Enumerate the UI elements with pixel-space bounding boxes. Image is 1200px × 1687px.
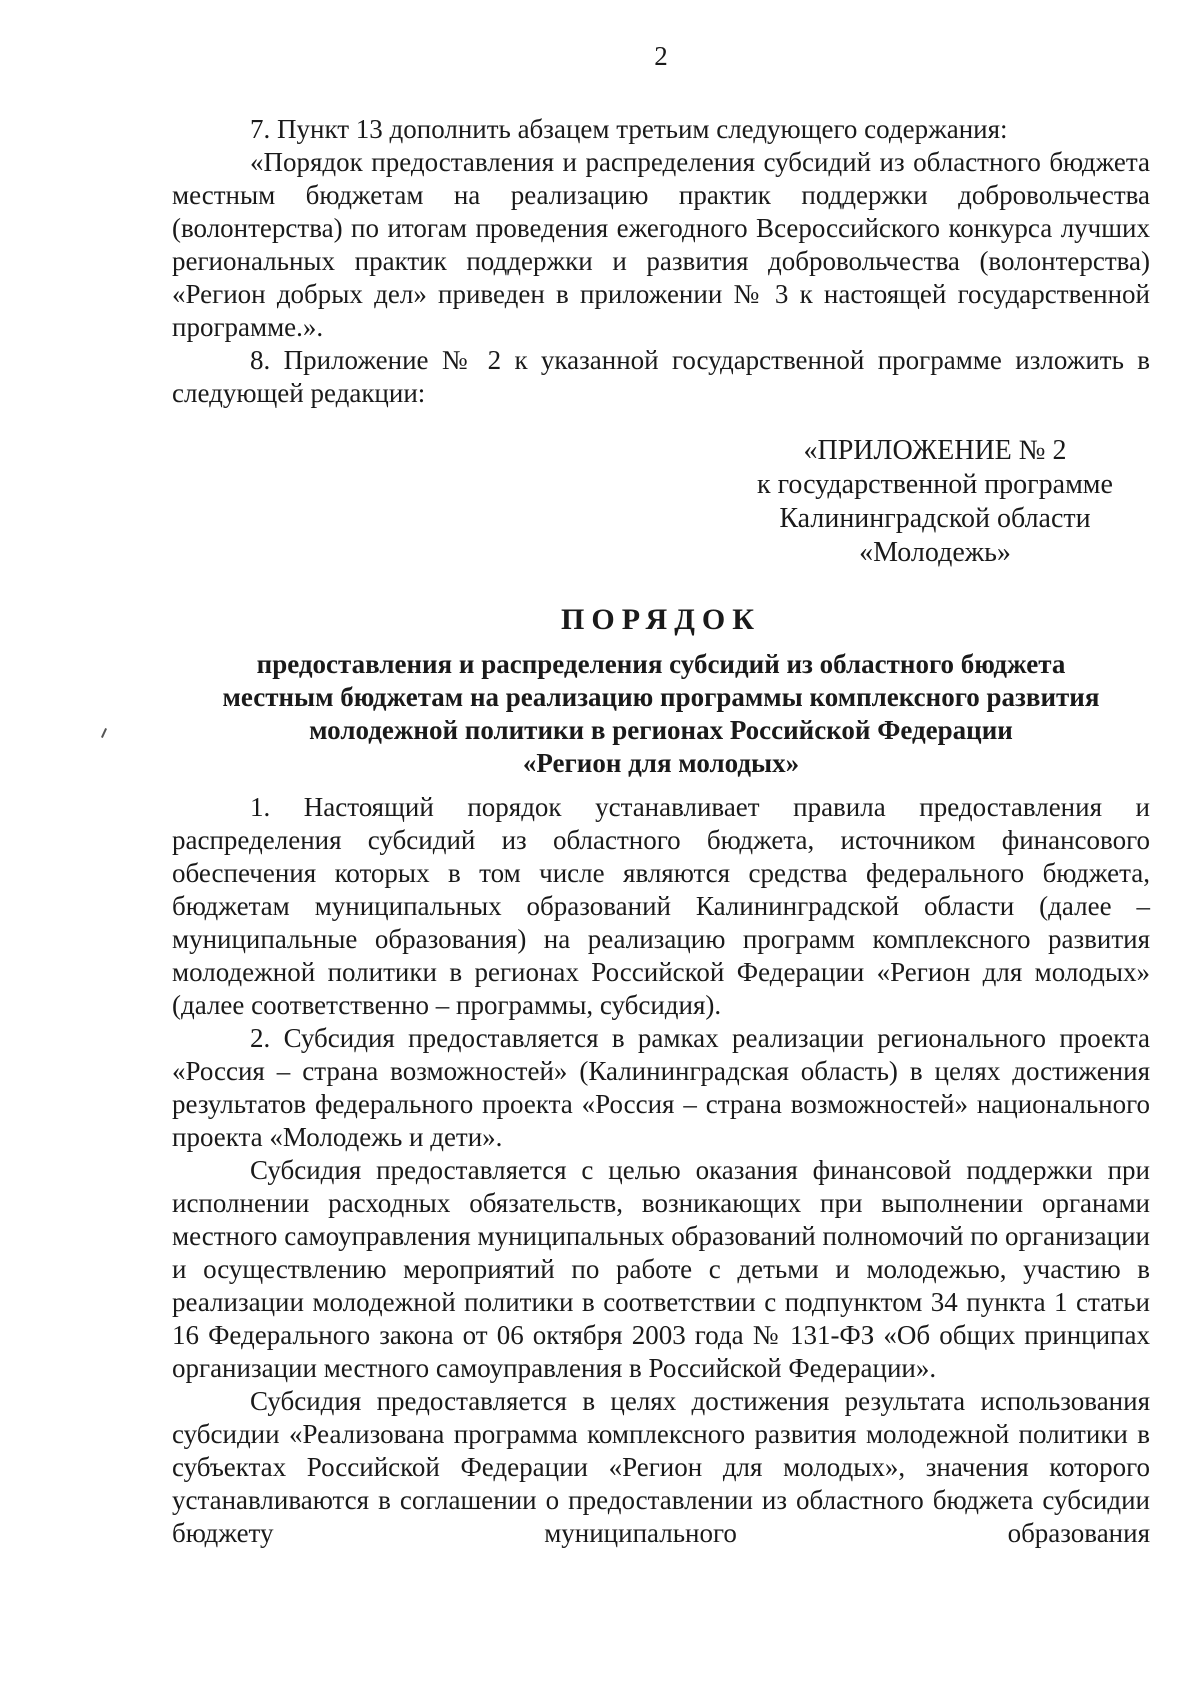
subtitle-line: предоставления и распределения субсидий из областного бюджета [256,649,1066,679]
paragraph-4: Субсидия предоставляется в целях достижения результата использования субсидии «Реализована программа комплексного развития молодежной политики в субъектах Российской Федерации «Регион для молодых», значения которого устанавливаются в соглашении о предоставлении из областного бюджета субсидии бюджету муниципального образования [172,1386,1150,1548]
paragraph-quote-order: «Порядок предоставления и распределения субсидий из областного бюджета местным бюджетам на реализацию практик поддержки добровольчества (волонтерства) по итогам проведения ежегодного Всероссийского конкурса лучших региональных практик поддержки и развития добровольчества (волонтерства) «Регион добрых дел» приведен в приложении № 3 к настоящей государственной программе.». [172,147,1150,342]
scan-mark [101,728,107,738]
paragraph-2: 2. Субсидия предоставляется в рамках реализации регионального проекта «Россия – страна возможностей» (Калининградская область) в целях достижения результатов федерального проекта «Россия – страна возможностей» национального проекта «Молодежь и дети». [172,1023,1150,1152]
appendix-line: «ПРИЛОЖЕНИЕ № 2 [803,435,1067,466]
order-paragraphs [172,791,1150,1550]
subtitle-line: местным бюджетам на реализацию программы комплексного развития [222,682,1100,712]
paragraph-3: Субсидия предоставляется с целью оказания финансовой поддержки при исполнении расходных обязательств, возникающих при выполнении органами местного самоуправления муниципальных образований полномочий по организации и осуществлению мероприятий по работе с детьми и молодежью, участию в реализации молодежной политики в соответствии с подпунктом 34 пункта 1 статьи 16 Федерального закона от 06 октября 2003 года № 131-ФЗ «Об общих принципах организации местного самоуправления в Российской Федерации». [172,1155,1150,1383]
appendix-header [720,434,1150,570]
subtitle-line: молодежной политики в регионах Российской Федерации [309,715,1013,745]
paragraph-1: 1. Настоящий порядок устанавливает правила предоставления и распределения субсидий из областного бюджета, источником финансового обеспечения которых в том числе являются средства федерального бюджета, бюджетам муниципальных образований Калининградской области (далее – муниципальные образования) на реализацию программ комплексного развития молодежной политики в регионах Российской Федерации «Регион для молодых» (далее соответственно – программы, субсидия). [172,792,1150,1020]
amendment-paragraphs [172,113,1150,410]
appendix-line: «Молодежь» [859,537,1011,568]
paragraph-item-7: 7. Пункт 13 дополнить абзацем третьим следующего содержания: [250,114,1008,144]
page-number: 2 [654,41,668,71]
appendix-line: Калининградской области [779,503,1091,534]
appendix-line: к государственной программе [757,469,1113,500]
paragraph-item-8: 8. Приложение № 2 к указанной государственной программе изложить в следующей редакции: [172,345,1150,408]
subtitle-line: «Регион для молодых» [522,748,800,778]
document-title: ПОРЯДОК [561,603,761,636]
document-title-block [172,600,1150,780]
